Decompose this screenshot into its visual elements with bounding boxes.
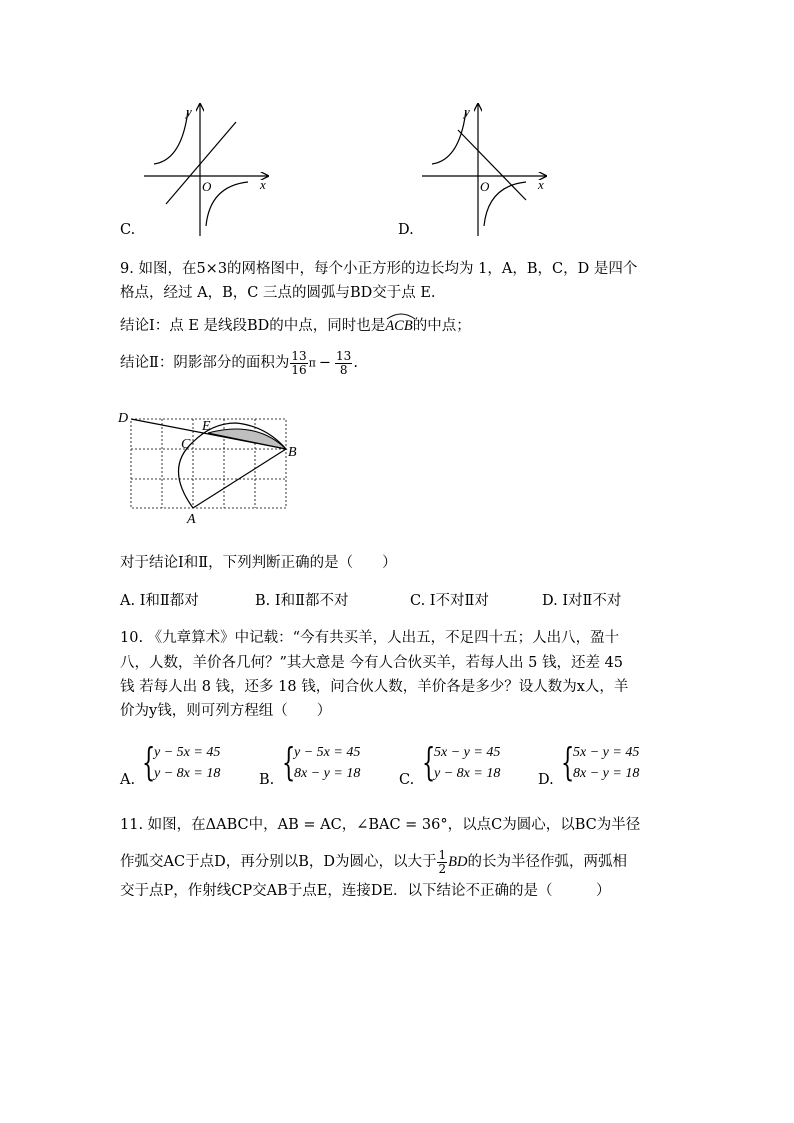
label-d: D [118,411,129,426]
label-c: C [181,437,191,452]
q9-question: 对于结论Ⅰ和Ⅱ，下列判断正确的是（ ） [120,555,397,571]
segment-ab [193,449,286,508]
x-axis-label: x [538,177,544,192]
q9-line2: 格点，经过 A，B，C 三点的圆弧与BD交于点 E. [120,285,436,301]
label-a: A [187,512,196,527]
hyperbola-branch-lower [206,182,248,226]
x-axis-label: x [260,177,266,192]
brace-icon: { [142,740,156,784]
y-axis-label: y [186,104,192,119]
fraction-13-8: $\frac{13}{8}$ [336,349,352,377]
equation-2: y − 8x = 18 [434,766,501,781]
q9-option-a: A. Ⅰ和Ⅱ都对 [120,593,199,609]
brace-icon: { [282,740,296,784]
option-c-label: C. [120,222,136,238]
conclusion-1-end: 的中点； [412,318,471,334]
q9-option-b: B. Ⅰ和Ⅱ都不对 [255,593,349,609]
graph-c [140,100,280,240]
equation-2: 8x − y = 18 [294,766,361,781]
q10-line1: 10. 《九章算术》中记载：“今有共买羊，人出五，不足四十五；人出八，盈十 [120,630,620,646]
equation-1: y − 5x = 45 [154,745,221,760]
q10-option-b-label: B. [259,772,275,788]
hyperbola-branch-upper [154,110,188,164]
segment-bd: BD [448,853,468,870]
q10-option-c-system [422,742,500,784]
q9-grid-figure [116,408,306,528]
minus-sign: − [318,354,332,371]
period: . [353,354,358,371]
arc-acb: ACB [385,319,412,334]
equation-1: 5x − y = 45 [434,745,501,760]
q9-conclusion-2 [120,350,358,376]
pi-symbol: π [308,356,316,370]
q10-option-c-label: C. [399,772,415,788]
q10-option-a-label: A. [120,772,136,788]
equation-1: 5x − y = 45 [573,745,640,760]
equation-2: y − 8x = 18 [154,766,221,781]
q9-option-c: C. Ⅰ不对Ⅱ对 [410,593,489,609]
q10-option-d-label: D. [538,772,554,788]
q10-option-a-system [142,742,220,784]
equation-1: y − 5x = 45 [294,745,361,760]
q11-line3: 交于点P，作射线CP交AB于点E，连接DE．以下结论不正确的是（ ） [120,883,611,899]
q9-conclusion-1 [120,319,471,334]
q10-option-d-system [561,742,639,784]
q11-line2 [120,849,627,875]
q9-option-d: D. Ⅰ对Ⅱ不对 [542,593,622,609]
hyperbola-branch-upper [432,110,466,164]
label-e: E [202,419,211,434]
origin-label: O [202,179,212,194]
shaded-region [208,429,286,449]
label-b: B [288,445,297,460]
linear-function-line [458,130,526,200]
q10-line3: 钱 若每人出 8 钱，还多 18 钱，问合伙人数，羊价各是多少？设人数为x人，羊 [120,679,629,695]
q10-line2: 八，人数，羊价各几何？”其大意是 今有人合伙买羊，若每人出 5 钱，还差 45 [120,655,624,671]
fraction-13-16: $\frac{13}{16}$ [291,349,307,377]
q9-line1: 9. 如图，在5×3的网格图中，每个小正方形的边长均为 1，A，B，C，D 是四个 [120,261,638,277]
q11-line1: 11. 如图，在ΔABC中，AB = AC，∠BAC = 36°，以点C为圆心，以BC为半径 [120,817,641,833]
origin-label: O [480,179,490,194]
equation-2: 8x − y = 18 [573,766,640,781]
option-d-label: D. [398,222,414,238]
graph-d [418,100,558,240]
brace-icon: { [422,740,436,784]
hyperbola-branch-lower [484,182,526,226]
linear-function-line [166,122,236,204]
conclusion-1-text: 结论Ⅰ：点 E 是线段BD的中点，同时也是 [120,318,386,334]
q11-line2-text: 作弧交AC于点D，再分别以B，D为圆心，以大于 [120,853,437,870]
conclusion-2-text: 结论Ⅱ：阴影部分的面积为 [120,354,290,371]
fraction-one-half: $\frac{1}{2}$ [438,848,447,876]
q10-line4: 价为y钱，则可列方程组（ ） [120,703,332,719]
brace-icon: { [561,740,575,784]
q10-option-b-system [282,742,360,784]
arc-mark-icon [385,312,417,320]
y-axis-label: y [464,104,470,119]
q11-line2-end: 的长为半径作弧，两弧相 [467,853,627,870]
